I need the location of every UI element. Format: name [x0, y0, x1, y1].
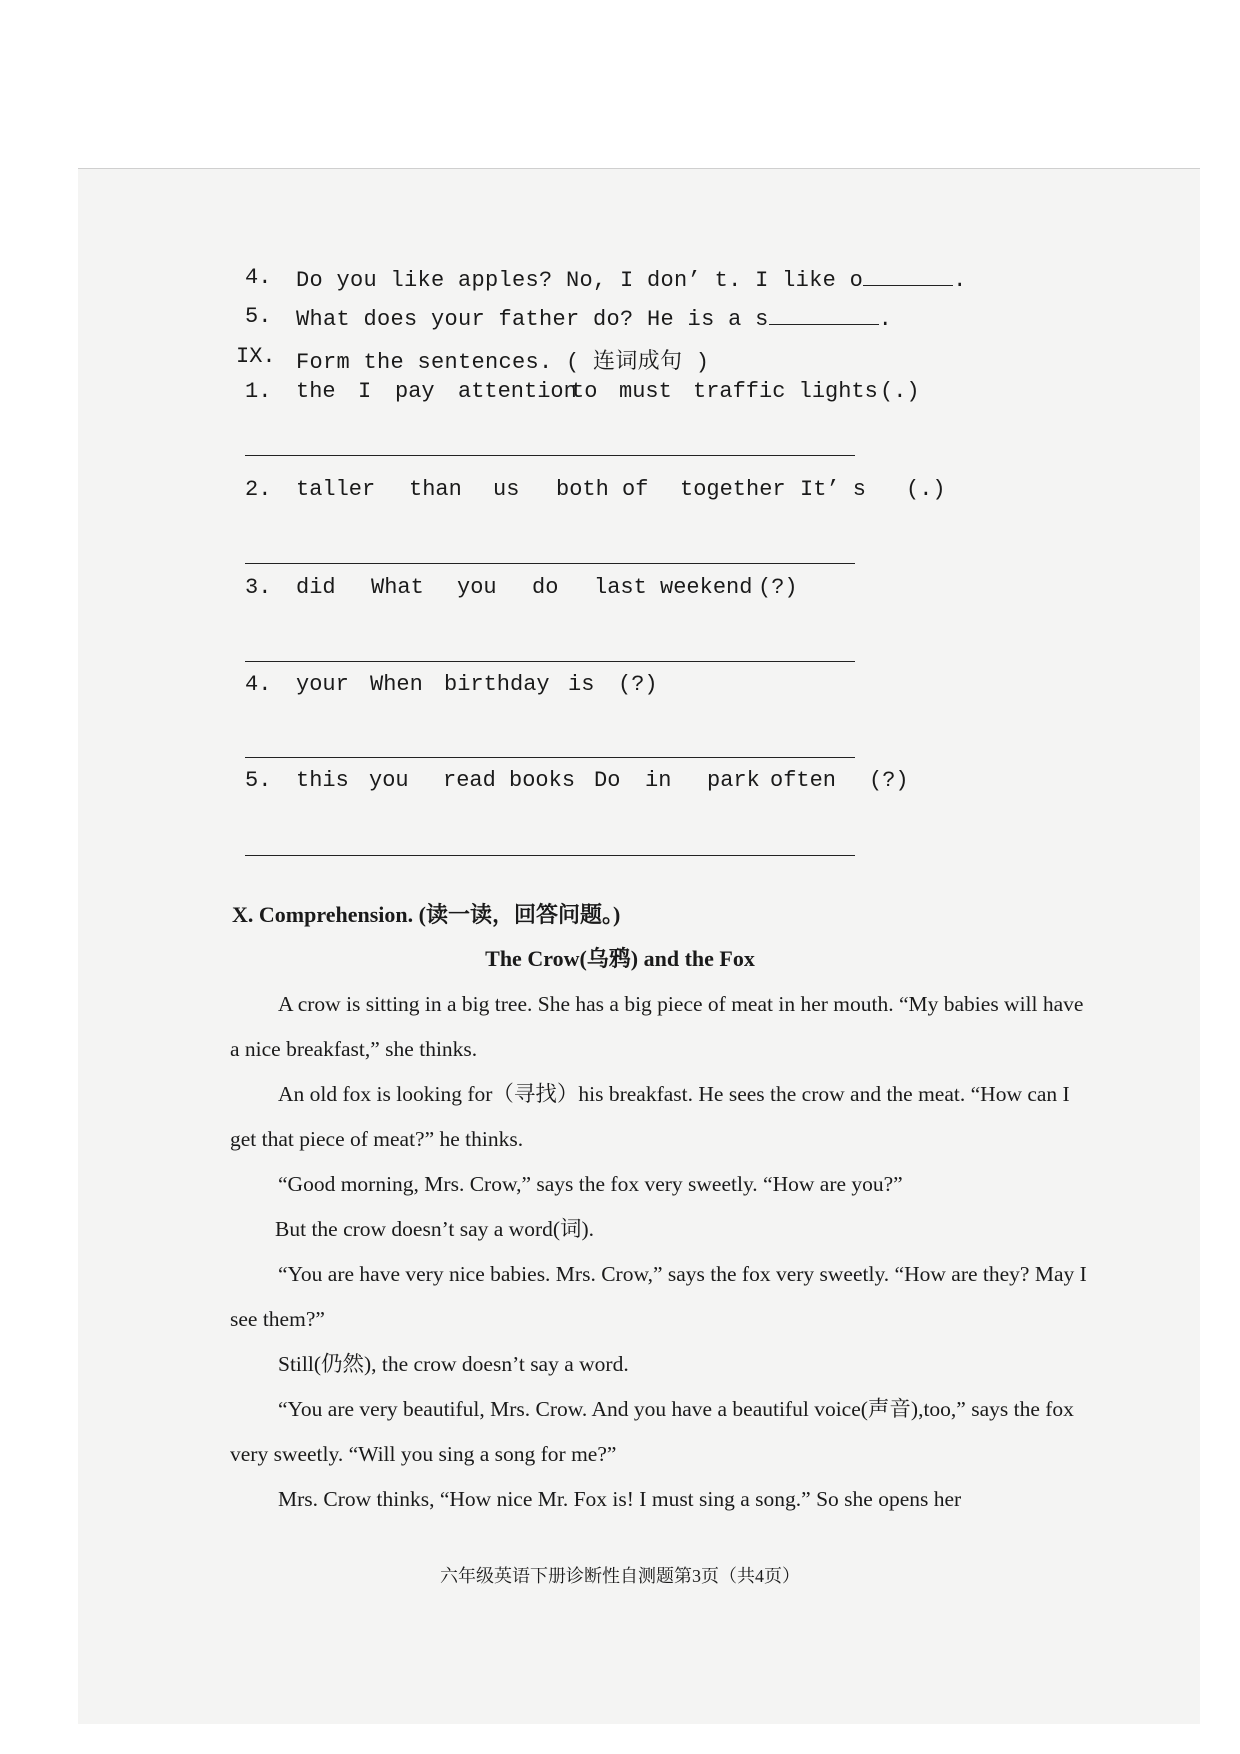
story-paragraph: “Good morning, Mrs. Crow,” says the fox very sweetly. “How are you?” — [278, 1172, 903, 1196]
q9-2-word: together — [680, 477, 786, 502]
q9-3-word: did — [296, 575, 336, 600]
section-9-number: IX. — [236, 344, 276, 369]
q9-5-word: read books — [443, 768, 576, 793]
q9-2-answer-line[interactable] — [245, 563, 855, 564]
q9-5-word: park — [707, 768, 760, 793]
q9-1-word: traffic lights — [693, 379, 878, 404]
q8-5-number: 5. — [245, 304, 272, 329]
q9-1-word: attention — [458, 379, 577, 404]
q8-5-text: What does your father do? He is a s . — [296, 304, 892, 332]
q9-3-answer-line[interactable] — [245, 661, 855, 662]
story-paragraph: “You are very beautiful, Mrs. Crow. And you have a beautiful voice(声音),too,” says the fox very sweetly. “Will you sing a song for me?” — [230, 1397, 1074, 1466]
q9-1-word: I — [358, 379, 372, 404]
q9-1-answer-line[interactable] — [245, 455, 855, 456]
q9-5-answer-line[interactable] — [245, 855, 855, 856]
q9-2-word: taller — [296, 477, 376, 502]
story-title: The Crow(乌鸦) and the Fox — [485, 946, 755, 971]
q9-2-word: both of — [556, 477, 649, 502]
q9-3-word: you — [457, 575, 497, 600]
q9-2-word: (.) — [906, 477, 946, 502]
q9-5-word: often — [770, 768, 837, 793]
q9-5-word: you — [369, 768, 409, 793]
q9-5-word: in — [645, 768, 672, 793]
q9-4-answer-line[interactable] — [245, 757, 855, 758]
q9-4-word: When — [370, 672, 423, 697]
story-text — [230, 982, 1090, 1522]
q9-1-word: must — [619, 379, 672, 404]
q9-5-word: Do — [594, 768, 621, 793]
q8-4-number: 4. — [245, 265, 272, 290]
q9-2-word: us — [493, 477, 520, 502]
q9-5-word: this — [296, 768, 349, 793]
story-paragraph: Still(仍然), the crow doesn’t say a word. — [278, 1352, 629, 1376]
story-paragraph: “You are have very nice babies. Mrs. Crow,” says the fox very sweetly. “How are they? May I see them?” — [230, 1262, 1087, 1331]
q9-2-word: than — [409, 477, 462, 502]
q9-5-number: 5. — [245, 768, 272, 793]
q9-5-word: (?) — [869, 768, 909, 793]
q9-1-word: to — [571, 379, 598, 404]
q9-1-word: (.) — [880, 379, 920, 404]
q8-4-sentence: Do you like apples? No, I don’ t. I like o — [296, 268, 864, 293]
q9-1-number: 1. — [245, 379, 272, 404]
q9-3-number: 3. — [245, 575, 272, 600]
q9-4-word: (?) — [618, 672, 658, 697]
q9-2-word: It’ s — [800, 477, 867, 502]
q8-5-sentence: What does your father do? He is a s — [296, 307, 769, 332]
story-paragraph: An old fox is looking for（寻找）his breakfast. He sees the crow and the meat. “How can I get that piece of meat?” he thinks. — [230, 1082, 1070, 1151]
q9-1-word: the — [296, 379, 336, 404]
q8-5-blank[interactable] — [769, 304, 879, 325]
q9-3-word: last weekend — [594, 575, 753, 600]
q9-2-number: 2. — [245, 477, 272, 502]
page-footer: 六年级英语下册诊断性自测题第3页（共4页） — [440, 1566, 800, 1586]
q9-4-word: is — [568, 672, 595, 697]
q8-4-text: Do you like apples? No, I don’ t. I like o . — [296, 265, 967, 293]
story-paragraph: But the crow doesn’t say a word(词). — [275, 1217, 595, 1241]
q9-4-number: 4. — [245, 672, 272, 697]
q9-1-word: pay — [395, 379, 435, 404]
q9-4-word: your — [296, 672, 349, 697]
q9-4-word: birthday — [444, 672, 550, 697]
q8-4-blank[interactable] — [863, 265, 953, 286]
q9-3-word: (?) — [758, 575, 798, 600]
section-9-title: Form the sentences. ( 连词成句 ) — [296, 350, 710, 375]
story-paragraph: A crow is sitting in a big tree. She has a big piece of meat in her mouth. “My babies will have a nice breakfast,” she thinks. — [230, 992, 1084, 1061]
section-10-title: X. Comprehension. (读一读，回答问题。) — [232, 902, 621, 927]
story-paragraph: Mrs. Crow thinks, “How nice Mr. Fox is! I must sing a song.” So she opens her — [278, 1487, 962, 1511]
q9-3-word: do — [532, 575, 559, 600]
q9-3-word: What — [371, 575, 424, 600]
